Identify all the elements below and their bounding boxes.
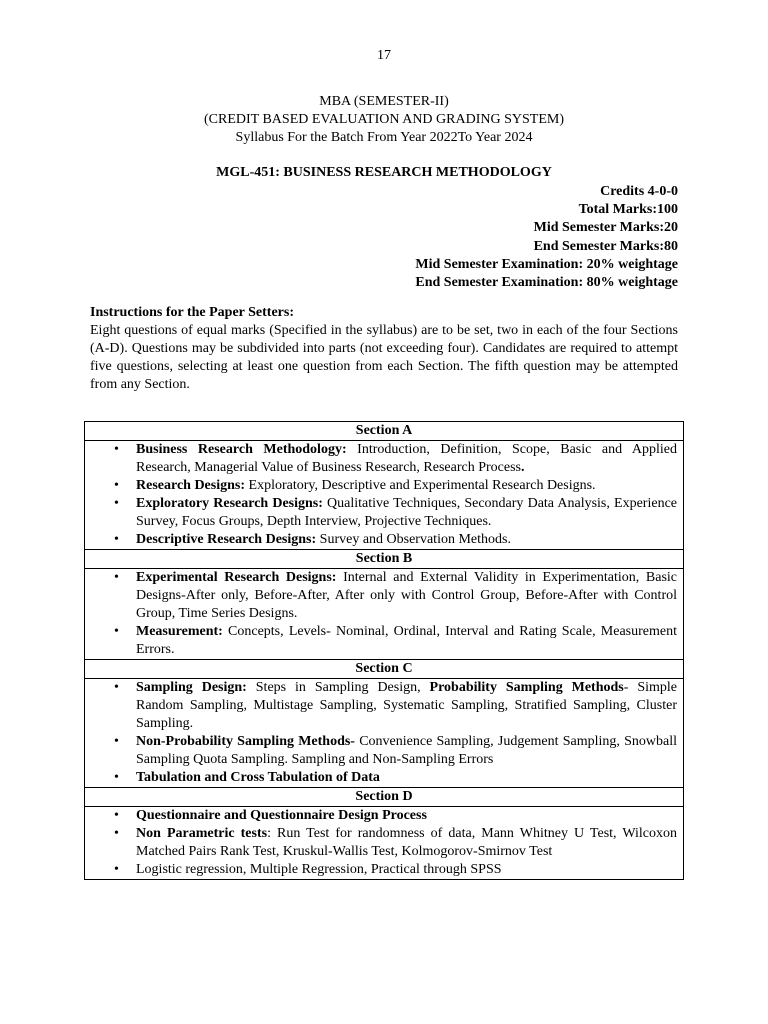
topic-description: Logistic regression, Multiple Regression, Practical through SPSS [136, 862, 502, 877]
topic-description: Steps in Sampling Design, [246, 680, 430, 695]
list-item [85, 477, 683, 495]
topic-list [85, 569, 683, 659]
section-heading: Section C [85, 660, 684, 679]
topic-description: Introduction, Definition, Scope, Basic and Applied Research, Managerial Value of Business Research, Research Process [136, 442, 677, 475]
topic-description: : Run Test for randomness of data, Mann Whitney U Test, Wilcoxon Matched Pairs Rank Test, Kruskul-Wallis Test, Kolmogorov-Smirnov Test [136, 826, 677, 859]
topic-subtitle: Probability Sampling Methods [429, 680, 624, 695]
document-header [90, 93, 678, 147]
list-item [85, 679, 683, 733]
topic-title: Experimental Research Designs: [136, 570, 337, 585]
topic-list [85, 679, 683, 787]
batch-years: Syllabus For the Batch From Year 2022To Year 2024 [235, 130, 533, 145]
section-topics [85, 807, 684, 880]
list-item [85, 769, 683, 787]
bullet-icon: • [114, 496, 119, 511]
end-semester-marks: End Semester Marks:80 [533, 238, 678, 254]
page-number: 17 [377, 48, 391, 63]
instructions [90, 304, 678, 394]
topic-description: Survey and Observation Methods. [316, 532, 511, 547]
topic-title: Sampling Design: [136, 680, 247, 695]
bullet-icon: • [114, 808, 119, 823]
credits: Credits 4-0-0 [600, 184, 678, 199]
list-item [85, 441, 683, 477]
topic-description: Qualitative Techniques, Secondary Data Analysis, Experience Survey, Focus Groups, Depth Interview, Projective Techniques. [136, 496, 677, 529]
bullet-icon: • [114, 770, 119, 785]
end-semester-weightage: End Semester Examination: 80% weightage [415, 274, 678, 290]
bullet-icon: • [114, 826, 119, 841]
list-item [85, 495, 683, 531]
topic-description: Convenience Sampling, Judgement Sampling, Snowball Sampling Quota Sampling. Sampling and Non-Sampling Errors [136, 734, 678, 767]
topic-title: Measurement: [136, 624, 223, 639]
grading-system: (CREDIT BASED EVALUATION AND GRADING SYSTEM) [204, 112, 564, 127]
topic-title: Exploratory Research Designs: [136, 496, 323, 511]
section-heading: Section A [85, 422, 684, 441]
marks-block [300, 183, 678, 292]
list-item [85, 531, 683, 549]
section-heading: Section B [85, 550, 684, 569]
bullet-icon: • [114, 570, 119, 585]
syllabus-table [84, 421, 684, 880]
list-item [85, 733, 683, 769]
section-topics [85, 441, 684, 550]
bullet-icon: • [114, 734, 119, 749]
instructions-heading: Instructions for the Paper Setters: [90, 305, 295, 320]
topic-list [85, 441, 683, 549]
program-title: MBA (SEMESTER-II) [319, 94, 449, 109]
topic-description: Internal and External Validity in Experimentation, Basic Designs-After only, Before-After, After only with Control Group, Before-After with Control Group, Time Series Designs. [136, 570, 677, 621]
section-topics [85, 569, 684, 660]
bullet-icon: • [114, 532, 119, 547]
bullet-icon: • [114, 680, 119, 695]
section-topics [85, 679, 684, 788]
topic-title: Questionnaire and Questionnaire Design Process [136, 808, 427, 823]
topic-title: Business Research Methodology: [136, 442, 347, 457]
list-item [85, 569, 683, 623]
topic-title: Research Designs: [136, 478, 246, 493]
topic-detail: - Simple Random Sampling, Multistage Sampling, Systematic Sampling, Stratified Sampling, Cluster Sampling. [136, 680, 677, 731]
topic-description: Concepts, Levels- Nominal, Ordinal, Interval and Rating Scale, Measurement Errors. [136, 624, 677, 657]
total-marks: Total Marks:100 [578, 202, 678, 218]
mid-semester-weightage: Mid Semester Examination: 20% weightage [415, 256, 678, 272]
topic-subtitle: . [521, 460, 525, 475]
topic-title: Non-Probability Sampling Methods- [136, 734, 355, 749]
topic-list [85, 807, 683, 879]
topic-title: Non Parametric tests [136, 826, 268, 841]
topic-description: Exploratory, Descriptive and Experimental Research Designs. [245, 478, 596, 493]
topic-title: Tabulation and Cross Tabulation of Data [136, 770, 380, 785]
mid-semester-marks: Mid Semester Marks:20 [533, 220, 678, 236]
bullet-icon: • [114, 862, 119, 877]
bullet-icon: • [114, 624, 119, 639]
list-item [85, 825, 683, 861]
section-heading: Section D [85, 788, 684, 807]
course-title: MGL-451: BUSINESS RESEARCH METHODOLOGY [216, 165, 552, 180]
bullet-icon: • [114, 478, 119, 493]
topic-title: Descriptive Research Designs: [136, 532, 317, 547]
instructions-body: Eight questions of equal marks (Specified in the syllabus) are to be set, two in each of the four Sections (A-D). Questions may be subdivided into parts (not exceeding four). Candidates are required to attempt five questions, selecting at least one question from each Section. The fifth question may be attempted from any Section. [90, 323, 678, 392]
bullet-icon: • [114, 442, 119, 457]
list-item [85, 807, 683, 825]
list-item [85, 861, 683, 879]
list-item [85, 623, 683, 659]
